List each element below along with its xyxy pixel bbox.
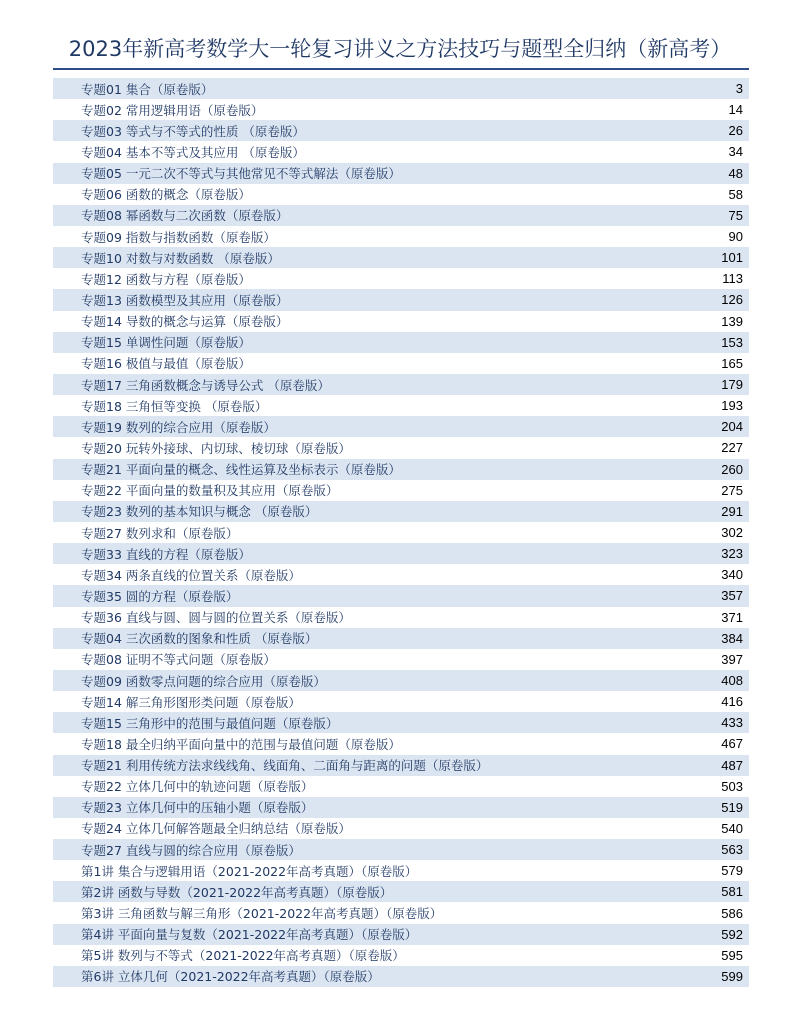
- toc-entry-page-number: 101: [721, 250, 743, 266]
- toc-entry-title: 第4讲 平面向量与复数（2021-2022年高考真题）（原卷版）: [81, 927, 418, 943]
- toc-entry[interactable]: [53, 332, 749, 353]
- toc-entry[interactable]: [53, 226, 749, 247]
- toc-entry-page-number: 433: [721, 715, 743, 731]
- toc-entry-title: 专题36 直线与圆、圆与圆的位置关系（原卷版）: [81, 610, 351, 626]
- toc-entry[interactable]: [53, 818, 749, 839]
- toc-entry-page-number: 3: [735, 81, 743, 97]
- toc-entry-title: 专题14 导数的概念与运算（原卷版）: [81, 314, 289, 330]
- toc-entry-title: 第5讲 数列与不等式（2021-2022年高考真题）（原卷版）: [81, 948, 405, 964]
- toc-entry-title: 专题12 函数与方程（原卷版）: [81, 271, 251, 287]
- toc-entry-title: 专题04 基本不等式及其应用 （原卷版）: [81, 144, 305, 160]
- toc-entry-page-number: 416: [721, 694, 743, 710]
- toc-entry-page-number: 90: [728, 229, 743, 245]
- toc-entry-page-number: 586: [721, 905, 743, 921]
- toc-entry[interactable]: [53, 459, 749, 480]
- toc-entry-title: 专题09 函数零点问题的综合应用（原卷版）: [81, 673, 326, 689]
- toc-entry-title: 专题18 三角恒等变换 （原卷版）: [81, 398, 268, 414]
- toc-entry-title: 专题05 一元二次不等式与其他常见不等式解法（原卷版）: [81, 166, 401, 182]
- toc-entry-title: 专题15 三角形中的范围与最值问题（原卷版）: [81, 715, 339, 731]
- toc-entry[interactable]: [53, 564, 749, 585]
- toc-entry-title: 专题27 直线与圆的综合应用（原卷版）: [81, 842, 301, 858]
- toc-entry-page-number: 34: [728, 144, 743, 160]
- toc-entry-page-number: 595: [721, 947, 743, 963]
- toc-entry-page-number: 599: [721, 968, 743, 984]
- toc-entry[interactable]: [53, 670, 749, 691]
- toc-entry-page-number: 408: [721, 673, 743, 688]
- toc-entry-page-number: 204: [721, 419, 743, 435]
- toc-entry-title: 专题15 单调性问题（原卷版）: [81, 335, 251, 351]
- toc-entry[interactable]: [53, 797, 749, 818]
- toc-entry-page-number: 58: [728, 186, 743, 202]
- toc-entry-page-number: 153: [721, 334, 743, 350]
- toc-entry-title: 第2讲 函数与导数（2021-2022年高考真题）（原卷版）: [81, 884, 393, 900]
- toc-entry-page-number: 563: [721, 842, 743, 858]
- toc-entry-page-number: 165: [721, 355, 743, 371]
- toc-entry-title: 专题33 直线的方程（原卷版）: [81, 546, 251, 562]
- toc-entry-page-number: 371: [721, 609, 743, 625]
- toc-entry[interactable]: [53, 163, 749, 184]
- toc-entry-page-number: 592: [721, 926, 743, 942]
- toc-entry-page-number: 193: [721, 398, 743, 414]
- toc-entry-title: 第3讲 三角函数与解三角形（2021-2022年高考真题）（原卷版）: [81, 906, 443, 922]
- toc-entry-page-number: 48: [728, 165, 743, 181]
- toc-entry-page-number: 26: [728, 123, 743, 139]
- toc-entry-page-number: 323: [721, 546, 743, 562]
- toc-entry[interactable]: [53, 416, 749, 437]
- toc-entry-page-number: 467: [721, 736, 743, 752]
- toc-entry-title: 专题10 对数与对数函数 （原卷版）: [81, 250, 280, 266]
- toc-entry-title: 专题22 立体几何中的轨迹问题（原卷版）: [81, 779, 314, 795]
- toc-entry-title: 专题24 立体几何解答题最全归纳总结（原卷版）: [81, 821, 351, 837]
- toc-entry-title: 专题09 指数与指数函数（原卷版）: [81, 229, 276, 245]
- toc-entry-title: 专题04 三次函数的图象和性质 （原卷版）: [81, 631, 318, 647]
- toc-entry[interactable]: [53, 733, 749, 754]
- toc-entry[interactable]: [53, 374, 749, 395]
- toc-entry[interactable]: [53, 141, 749, 162]
- toc-entry-page-number: 579: [721, 863, 743, 879]
- toc-entry-page-number: 357: [721, 588, 743, 604]
- toc-entry[interactable]: [53, 585, 749, 606]
- toc-entry[interactable]: [53, 205, 749, 226]
- toc-entry[interactable]: [53, 776, 749, 797]
- toc-entry-page-number: 503: [721, 778, 743, 794]
- toc-entry-page-number: 260: [721, 461, 743, 477]
- toc-entry[interactable]: [53, 522, 749, 543]
- toc-entry[interactable]: [53, 607, 749, 628]
- toc-entry-title: 专题22 平面向量的数量积及其应用（原卷版）: [81, 483, 339, 499]
- toc-entry-title: 第1讲 集合与逻辑用语（2021-2022年高考真题）（原卷版）: [81, 863, 418, 879]
- toc-entry[interactable]: [53, 628, 749, 649]
- toc-entry[interactable]: [53, 311, 749, 332]
- toc-entry-title: 专题03 等式与不等式的性质 （原卷版）: [81, 123, 305, 139]
- toc-entry[interactable]: [53, 881, 749, 902]
- toc-entry[interactable]: [53, 649, 749, 670]
- toc-entry[interactable]: [53, 902, 749, 923]
- toc-entry-title: 专题02 常用逻辑用语（原卷版）: [81, 102, 264, 118]
- toc-entry[interactable]: [53, 247, 749, 268]
- toc-entry[interactable]: [53, 839, 749, 860]
- toc-entry-page-number: 340: [721, 567, 743, 583]
- toc-entry-title: 专题21 平面向量的概念、线性运算及坐标表示（原卷版）: [81, 462, 401, 478]
- toc-entry[interactable]: [53, 289, 749, 310]
- toc-entry-title: 专题21 利用传统方法求线线角、线面角、二面角与距离的问题（原卷版）: [81, 758, 489, 774]
- toc-entry-page-number: 397: [721, 651, 743, 667]
- toc-entry-title: 专题23 数列的基本知识与概念 （原卷版）: [81, 504, 318, 520]
- toc-entry-page-number: 487: [721, 757, 743, 773]
- toc-entry-title: 专题35 圆的方程（原卷版）: [81, 588, 239, 604]
- toc-entry-title: 第6讲 立体几何（2021-2022年高考真题）（原卷版）: [81, 969, 380, 985]
- toc-entry[interactable]: [53, 924, 749, 945]
- toc-entry-title: 专题20 玩转外接球、内切球、棱切球（原卷版）: [81, 440, 351, 456]
- toc-entry-page-number: 179: [721, 377, 743, 393]
- toc-entry-title: 专题16 极值与最值（原卷版）: [81, 356, 251, 372]
- toc-entry-title: 专题19 数列的综合应用（原卷版）: [81, 419, 276, 435]
- toc-entry[interactable]: [53, 268, 749, 289]
- table-of-contents: [53, 78, 749, 987]
- toc-entry[interactable]: [53, 966, 749, 987]
- toc-entry-title: 专题06 函数的概念（原卷版）: [81, 187, 251, 203]
- toc-entry[interactable]: [53, 945, 749, 966]
- toc-entry-page-number: 581: [721, 884, 743, 900]
- toc-entry-title: 专题08 幂函数与二次函数（原卷版）: [81, 208, 289, 224]
- toc-entry-page-number: 302: [721, 525, 743, 541]
- toc-entry-title: 专题27 数列求和（原卷版）: [81, 525, 239, 541]
- toc-entry-title: 专题13 函数模型及其应用（原卷版）: [81, 292, 289, 308]
- toc-entry-page-number: 14: [728, 102, 743, 118]
- toc-entry-page-number: 384: [721, 630, 743, 646]
- toc-entry-page-number: 139: [721, 313, 743, 329]
- toc-entry[interactable]: [53, 860, 749, 881]
- toc-entry[interactable]: [53, 353, 749, 374]
- title-divider: [53, 68, 749, 70]
- toc-entry-page-number: 113: [722, 271, 743, 287]
- toc-entry-page-number: 519: [721, 799, 743, 815]
- toc-entry[interactable]: [53, 543, 749, 564]
- toc-entry[interactable]: [53, 501, 749, 522]
- toc-entry-page-number: 75: [728, 207, 743, 223]
- toc-entry-page-number: 291: [721, 503, 743, 519]
- toc-entry-title: 专题34 两条直线的位置关系（原卷版）: [81, 567, 301, 583]
- toc-entry[interactable]: [53, 480, 749, 501]
- toc-entry[interactable]: [53, 755, 749, 776]
- toc-entry[interactable]: [53, 712, 749, 733]
- toc-entry[interactable]: [53, 437, 749, 458]
- toc-entry-title: 专题14 解三角形图形类问题（原卷版）: [81, 694, 301, 710]
- toc-entry[interactable]: [53, 120, 749, 141]
- toc-entry[interactable]: [53, 691, 749, 712]
- toc-entry[interactable]: [53, 78, 749, 99]
- toc-entry[interactable]: [53, 184, 749, 205]
- toc-entry-page-number: 275: [721, 482, 743, 498]
- toc-entry-title: 专题18 最全归纳平面向量中的范围与最值问题（原卷版）: [81, 736, 401, 752]
- toc-entry-page-number: 540: [721, 820, 743, 836]
- document-title: 2023年新高考数学大一轮复习讲义之方法技巧与题型全归纳（新高考）: [68, 37, 732, 61]
- toc-entry-title: 专题23 立体几何中的压轴小题（原卷版）: [81, 800, 314, 816]
- toc-entry-page-number: 227: [721, 440, 743, 456]
- toc-entry-title: 专题01 集合（原卷版）: [81, 81, 214, 97]
- toc-entry[interactable]: [53, 395, 749, 416]
- toc-entry-title: 专题17 三角函数概念与诱导公式 （原卷版）: [81, 377, 330, 393]
- toc-entry[interactable]: [53, 99, 749, 120]
- toc-entry-title: 专题08 证明不等式问题（原卷版）: [81, 652, 276, 668]
- toc-entry-page-number: 126: [721, 292, 743, 308]
